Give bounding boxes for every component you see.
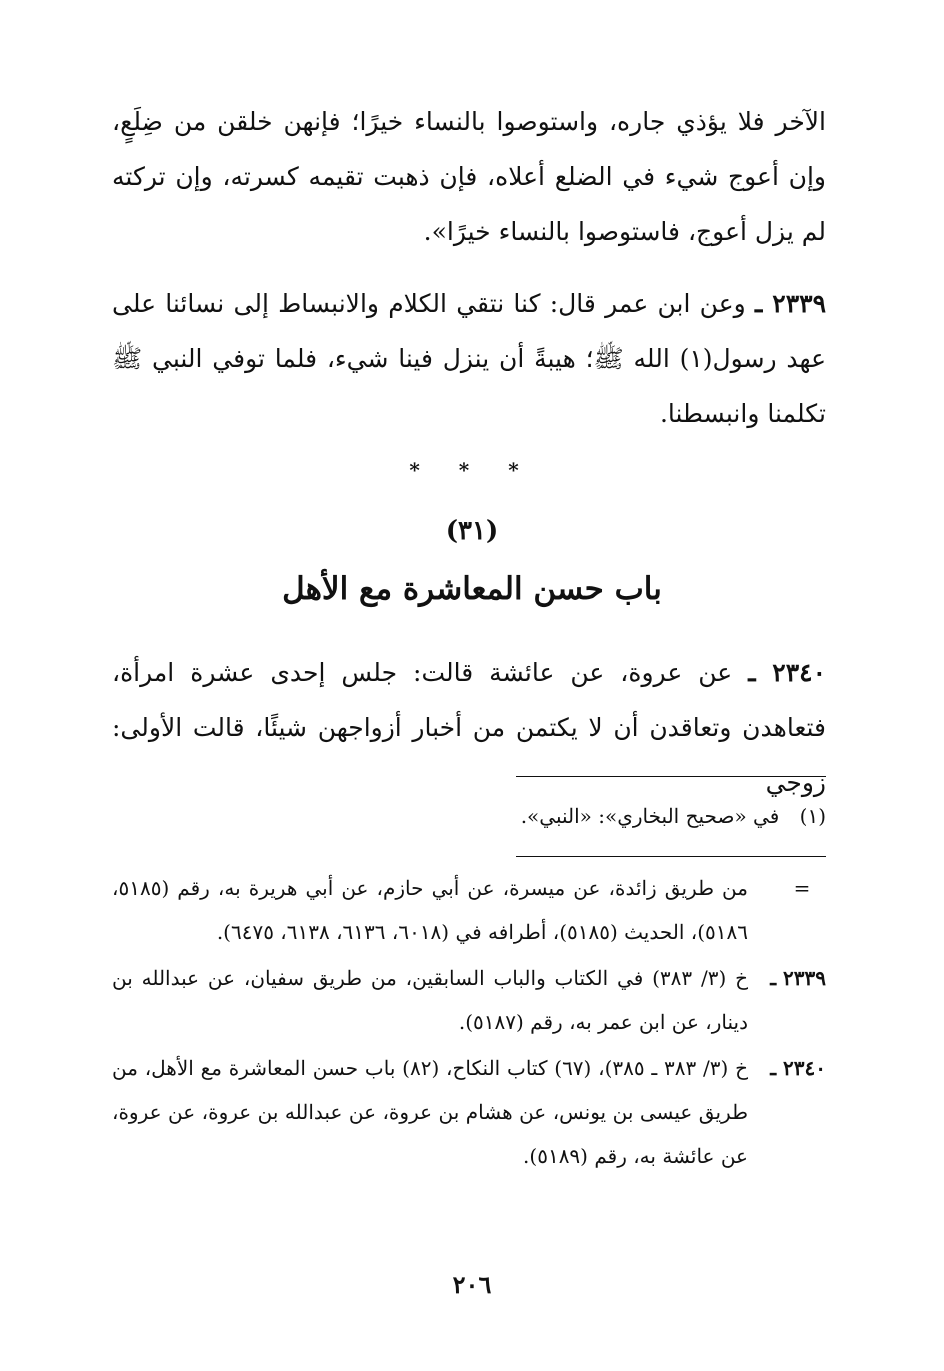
reference-entry bbox=[112, 1046, 826, 1178]
hadith-2339 bbox=[112, 276, 826, 441]
reference-entry bbox=[112, 866, 826, 954]
reference-number: = bbox=[793, 876, 811, 900]
hadith-text: عن عروة، عن عائشة قالت: جلس إحدى عشرة امرأة، فتعاهدن وتعاقدن أن لا يكتمن من أخبار أزواجهن شيئًا، قالت الأولى: زوجي bbox=[112, 658, 826, 797]
reference-number: ٢٣٤٠ ـ bbox=[770, 1056, 826, 1080]
references-list bbox=[112, 866, 826, 1180]
hadith-text: وعن ابن عمر قال: كنا نتقي الكلام والانبساط إلى نسائنا على عهد رسول(١) الله ﷺ؛ هيبةً أن ينزل فينا شيء، فلما توفي النبي ﷺ تكلمنا وانبسطنا. bbox=[112, 289, 826, 428]
paragraph-text: الآخر فلا يؤذي جاره، واستوصوا بالنساء خيرًا؛ فإنهن خلقن من ضِلَعٍ، وإن أعوج شيء في الضلع أعلاه، فإن ذهبت تقيمه كسرته، وإن تركته لم يزل أعوج، فاستوصوا بالنساء خيرًا». bbox=[112, 107, 826, 246]
reference-number: ٢٣٣٩ ـ bbox=[770, 966, 826, 990]
reference-entry bbox=[112, 956, 826, 1044]
chapter-title: باب حسن المعاشرة مع الأهل bbox=[282, 571, 662, 607]
reference-text: خ (٣/ ٣٨٣) في الكتاب والباب السابقين، من طريق سفيان، عن عبدالله بن دينار، عن ابن عمر به، رقم (٥١٨٧). bbox=[112, 966, 748, 1034]
reference-text: من طريق زائدة، عن ميسرة، عن أبي حازم، عن أبي هريرة به، رقم (٥١٨٥، ٥١٨٦)، الحديث (٥١٨٥)، أطرافه في (٦٠١٨، ٦١٣٦، ٦١٣٨، ٦٤٧٥). bbox=[112, 876, 748, 944]
chapter-number: (٣١) bbox=[445, 516, 499, 546]
reference-text: خ (٣/ ٣٨٣ ـ ٣٨٥)، (٦٧) كتاب النكاح، (٨٢) باب حسن المعاشرة مع الأهل، من طريق عيسى بن يونس، عن هشام بن عروة، عن عبدالله بن عروة، عن عروة، عن عائشة به، رقم (٥١٨٩). bbox=[112, 1056, 749, 1168]
hadith-2340 bbox=[112, 645, 826, 810]
hadith-number: ٢٣٣٩ ـ bbox=[754, 289, 827, 318]
footnote-divider bbox=[516, 776, 826, 777]
footnote-marker: (١) bbox=[799, 804, 826, 828]
footnote-text: في «صحيح البخاري»: «النبي». bbox=[520, 804, 780, 828]
footnote bbox=[112, 796, 826, 836]
page-number: ٢٠٦ bbox=[452, 1270, 492, 1299]
paragraph-continuation bbox=[112, 94, 826, 259]
section-separator: * * * bbox=[409, 458, 535, 482]
hadith-number: ٢٣٤٠ ـ bbox=[748, 658, 826, 687]
references-divider bbox=[516, 856, 826, 857]
